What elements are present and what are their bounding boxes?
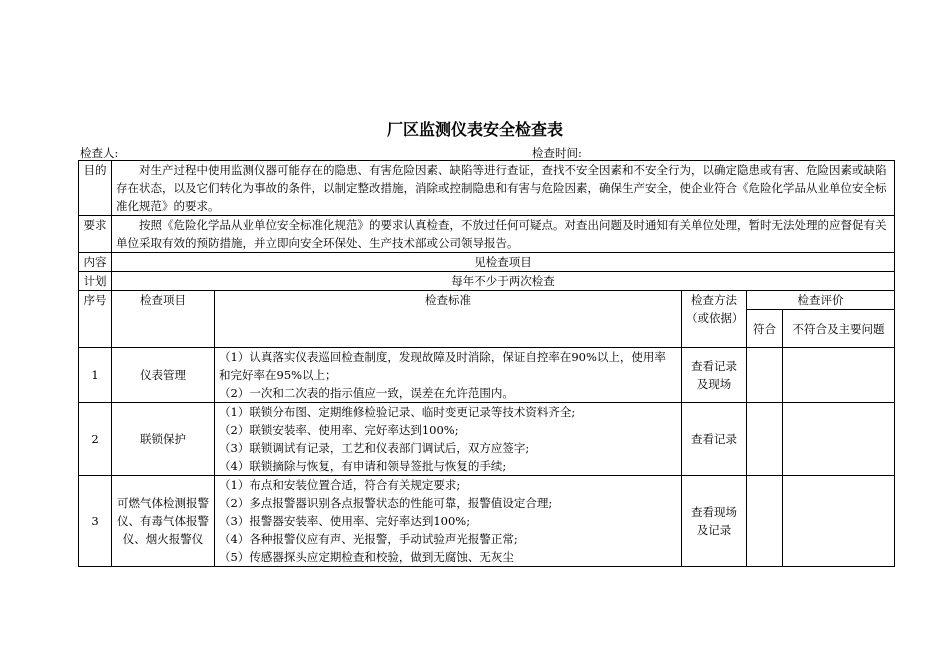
standard-line: （2）联锁安装率、使用率、完好率达到100%; bbox=[219, 423, 459, 437]
plan-value: 每年不少于两次检查 bbox=[112, 272, 895, 291]
standard-line: （5）传感器探头应定期检查和校验，做到无腐蚀、无灰尘 bbox=[219, 550, 514, 564]
page-title: 厂区监测仪表安全检查表 bbox=[386, 120, 563, 139]
header-item: 检查项目 bbox=[112, 291, 215, 348]
content-label: 内容 bbox=[79, 253, 112, 272]
inspector-label: 检查人: bbox=[80, 146, 119, 160]
header-evaluation: 检查评价 bbox=[747, 291, 895, 310]
row-conform-cell[interactable] bbox=[747, 348, 783, 403]
row-conform-cell[interactable] bbox=[747, 476, 783, 567]
row-nonconform-cell[interactable] bbox=[783, 403, 895, 476]
table-row bbox=[79, 403, 895, 476]
row-method: 查看记录及现场 bbox=[682, 348, 747, 403]
table-row bbox=[79, 348, 895, 403]
row-nonconform-cell[interactable] bbox=[783, 476, 895, 567]
row-item: 可燃气体检测报警仪、有毒气体报警仪、烟火报警仪 bbox=[112, 476, 215, 567]
time-label: 检查时间: bbox=[532, 146, 582, 160]
requirement-label: 要求 bbox=[79, 216, 112, 253]
content-value: 见检查项目 bbox=[112, 253, 895, 272]
header-nonconform: 不符合及主要问题 bbox=[783, 310, 895, 348]
purpose-text: 对生产过程中使用监测仪器可能存在的隐患、有害危险因素、缺陷等进行查证，查找不安全因素和不安全行为，以确定隐患或有害、危险因素或缺陷存在状态，以及它们转化为事故的条件，以制定整改措施，消除或控制隐患和有害与危险因素，确保生产安全，使企业符合《危险化学品从业单位安全标准化规范》的要求。 bbox=[112, 161, 895, 216]
header-standard: 检查标准 bbox=[215, 291, 682, 348]
row-no: 2 bbox=[79, 403, 112, 476]
row-standards bbox=[215, 403, 682, 476]
standard-line: （1）联锁分布图、定期维修检验记录、临时变更记录等技术资料齐全; bbox=[219, 405, 576, 419]
standard-line: （2）多点报警器识别各点报警状态的性能可靠，报警值设定合理; bbox=[219, 496, 553, 510]
inspection-table bbox=[78, 160, 895, 567]
requirement-text: 按照《危险化学品从业单位安全标准化规范》的要求认真检查，不放过任何可疑点。对查出问题及时通知有关单位处理，暂时无法处理的应督促有关单位采取有效的预防措施，并立即向安全环保处、生产技术部或公司领导报告。 bbox=[112, 216, 895, 253]
row-no: 3 bbox=[79, 476, 112, 567]
header-method: 检查方法（或依据） bbox=[682, 291, 747, 348]
plan-label: 计划 bbox=[79, 272, 112, 291]
row-item: 联锁保护 bbox=[112, 403, 215, 476]
standard-line: （4）各种报警仪应有声、光报警，手动试验声光报警正常; bbox=[219, 532, 518, 546]
row-conform-cell[interactable] bbox=[747, 403, 783, 476]
table-row bbox=[79, 476, 895, 567]
standard-line: （3）联锁调试有记录，工艺和仪表部门调试后，双方应签字; bbox=[219, 441, 530, 455]
standard-line: （2）一次和二次表的指示值应一致，误差在允许范围内。 bbox=[219, 386, 514, 400]
standard-line: （1）认真落实仪表巡回检查制度，发现故障及时消除，保证自控率在90%以上，使用率和完好率在95%以上； bbox=[219, 350, 666, 382]
row-item: 仪表管理 bbox=[112, 348, 215, 403]
row-no: 1 bbox=[79, 348, 112, 403]
row-method: 查看记录 bbox=[682, 403, 747, 476]
standard-line: （4）联锁摘除与恢复，有申请和领导签批与恢复的手续; bbox=[219, 459, 507, 473]
header-no: 序号 bbox=[79, 291, 112, 348]
standard-line: （3）报警器安装率、使用率、完好率达到100%; bbox=[219, 514, 471, 528]
row-method: 查看现场及记录 bbox=[682, 476, 747, 567]
row-nonconform-cell[interactable] bbox=[783, 348, 895, 403]
purpose-label: 目的 bbox=[79, 161, 112, 216]
row-standards bbox=[215, 476, 682, 567]
standard-line: （1）布点和安装位置合适，符合有关规定要求; bbox=[219, 478, 461, 492]
row-standards bbox=[215, 348, 682, 403]
header-conform: 符合 bbox=[747, 310, 783, 348]
